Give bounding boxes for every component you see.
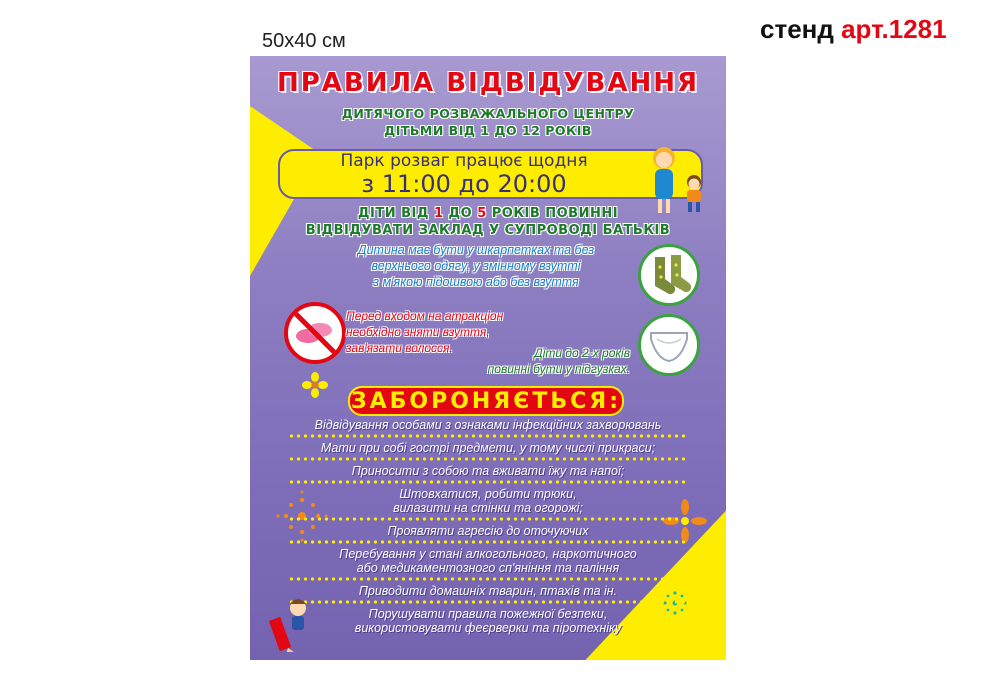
article-code: арт.1281 <box>841 14 947 44</box>
size-label: 50х40 см <box>262 30 346 52</box>
socks-line: з м'якою підошвою або без взуття <box>373 275 579 289</box>
accompany-mid: ДО <box>443 206 478 221</box>
rule-item <box>250 464 726 478</box>
rule-line: Приводити домашніх тварин, птахів та ін. <box>358 584 618 598</box>
poster-title: ПРАВИЛА ВІДВІДУВАННЯ <box>276 68 700 98</box>
accompany-rule-line-1 <box>250 206 726 221</box>
rule-line: Порушувати правила пожежної безпеки, <box>368 607 608 621</box>
diaper-line: Діти до 2-х років <box>534 346 630 360</box>
accompany-pre: ДІТИ ВІД <box>357 206 434 221</box>
dotted-divider <box>288 479 688 485</box>
dotted-divider <box>288 433 688 439</box>
accompany-rule-line-2: ВІДВІДУВАТИ ЗАКЛАД У СУПРОВОДІ БАТЬКІВ <box>305 223 671 238</box>
rules-poster <box>250 56 726 660</box>
rule-item <box>250 524 726 538</box>
no-shoes-icon <box>284 302 346 364</box>
flower-icon <box>302 372 328 398</box>
poster-subtitle-1: ДИТЯЧОГО РОЗВАЖАЛЬНОГО ЦЕНТРУ <box>341 106 635 121</box>
rule-item <box>250 418 726 432</box>
accompany-post: РОКІВ ПОВИННІ <box>486 206 619 221</box>
dotted-divider <box>288 516 688 522</box>
rule-line: Мати при собі гострі предмети, у тому числі прикраси; <box>320 441 656 455</box>
shoes-line: зав'язати волосся. <box>346 341 453 355</box>
diaper-line: повинні бути у підгузках. <box>487 362 630 376</box>
dotted-divider <box>288 456 688 462</box>
socks-icon <box>638 244 700 306</box>
age-to: 5 <box>477 206 487 221</box>
opening-hours-time: з 11:00 до 20:00 <box>361 170 567 198</box>
socks-rule-text <box>336 242 616 290</box>
forbidden-banner <box>348 386 624 416</box>
rule-line: вилазити на стінки та огорожі; <box>393 501 583 515</box>
rule-item <box>250 487 726 515</box>
article-prefix: стенд <box>760 14 842 44</box>
rule-item <box>250 547 726 575</box>
rule-line: Перебування у стані алкогольного, наркотичного <box>339 547 637 561</box>
opening-hours-text: Парк розваг працює щодня <box>340 151 588 171</box>
forbidden-title: ЗАБОРОНЯЄТЬСЯ: <box>350 389 622 414</box>
rule-line: використовувати феєрверки та піротехніку <box>354 621 622 635</box>
rule-line: Проявляти агресію до оточуючих <box>387 524 589 538</box>
age-from: 1 <box>433 206 444 221</box>
pencil-boy-illustration <box>266 592 326 652</box>
rule-line: Відвідування особами з ознаками інфекційних захворювань <box>314 418 662 432</box>
socks-line: Дитина має бути у шкарпетках та без <box>357 243 595 257</box>
shoes-line: Перед входом на атракціон <box>346 309 504 323</box>
article-label <box>760 14 947 45</box>
rule-line: Штовхатися, робити трюки, <box>399 487 577 501</box>
dotted-divider <box>288 576 688 582</box>
socks-line: верхнього одягу, у змінному взутті <box>371 259 581 273</box>
diaper-rule-text <box>480 345 630 377</box>
diaper-icon <box>638 314 700 376</box>
rule-line: Приносити з собою та вживати їжу та напої; <box>351 464 625 478</box>
dotted-divider <box>288 599 688 605</box>
poster-subtitle-2: ДІТЬМИ ВІД 1 ДО 12 РОКІВ <box>384 123 592 138</box>
dotted-divider <box>288 539 688 545</box>
rule-line: або медикаментозного сп'яніння та паління <box>356 561 620 575</box>
shoes-line: необхідно зняти взуття, <box>346 325 490 339</box>
rule-item <box>250 441 726 455</box>
